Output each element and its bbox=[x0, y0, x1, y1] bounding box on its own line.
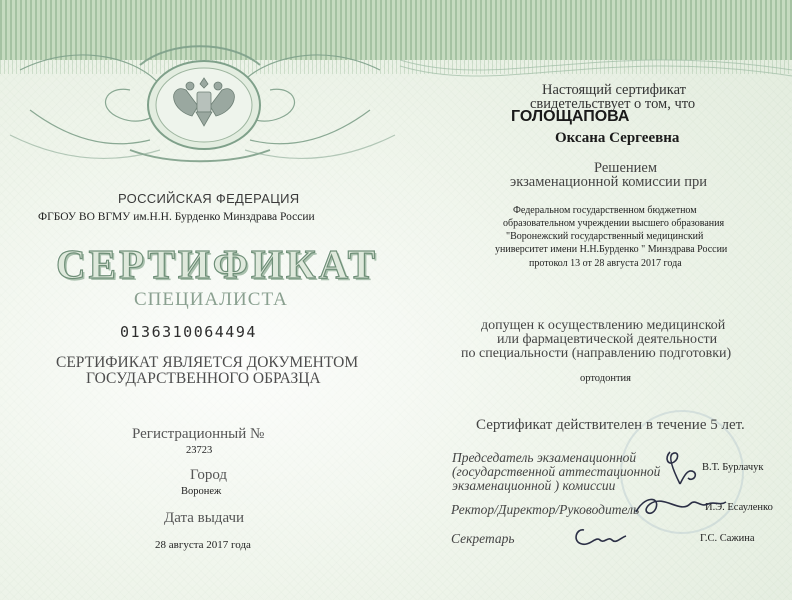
city-value: Воронеж bbox=[181, 486, 222, 497]
state-document-line1: СЕРТИФИКАТ ЯВЛЯЕТСЯ ДОКУМЕНТОМ bbox=[56, 354, 359, 371]
institution-name: ФГБОУ ВО ВГМУ им.Н.Н. Бурденко Минздрава России bbox=[38, 211, 315, 223]
reg-number-label: Регистрационный № bbox=[132, 426, 265, 442]
holder-name: Оксана Сергеевна bbox=[555, 130, 680, 146]
admission-line3: по специальности (направлению подготовки) bbox=[461, 346, 732, 361]
chair-signature bbox=[660, 448, 704, 490]
state-document-line2: ГОСУДАРСТВЕННОГО ОБРАЗЦА bbox=[86, 370, 321, 387]
org-line2: образовательном учреждении высшего образования bbox=[503, 218, 725, 229]
issue-date-label: Дата выдачи bbox=[164, 510, 245, 526]
issue-date-value: 28 августа 2017 года bbox=[155, 539, 251, 551]
intro-line1: Настоящий сертификат bbox=[542, 82, 687, 98]
org-line4: университет имени Н.Н.Бурденко " Минздрава России bbox=[495, 244, 728, 255]
decision-line2: экзаменационной комиссии при bbox=[510, 174, 707, 190]
decision-line1: Решением bbox=[594, 160, 658, 176]
secretary-title: Секретарь bbox=[451, 531, 515, 546]
certificate-number: 0136310064494 bbox=[120, 323, 257, 341]
country-name: РОССИЙСКАЯ ФЕДЕРАЦИЯ bbox=[118, 191, 300, 206]
admission-line1: допущен к осуществлению медицинской bbox=[481, 318, 726, 333]
rector-title: Ректор/Директор/Руководитель bbox=[451, 502, 640, 517]
org-line3: "Воронежский государственный медицинский bbox=[506, 231, 704, 242]
chair-name: В.Т. Бурлачук bbox=[702, 462, 764, 473]
reg-number-value: 23723 bbox=[186, 445, 213, 456]
rector-signature bbox=[630, 492, 730, 522]
protocol-line: протокол 13 от 28 августа 2017 года bbox=[529, 258, 682, 269]
rector-name: И.Э. Есауленко bbox=[705, 502, 773, 513]
intro-line2: свидетельствует о том, что bbox=[530, 96, 696, 112]
secretary-name: Г.С. Сажина bbox=[700, 533, 755, 544]
chair-title-line3: экзаменационной ) комиссии bbox=[452, 478, 616, 493]
city-label: Город bbox=[190, 467, 228, 483]
specialty-value: ортодонтия bbox=[580, 373, 632, 384]
holder-surname: ГОЛОЩАПОВА bbox=[511, 108, 630, 125]
admission-line2: или фармацевтической деятельности bbox=[497, 332, 718, 347]
secretary-signature bbox=[570, 522, 634, 554]
certificate-title: СЕРТИФИКАТ bbox=[56, 241, 378, 287]
chair-title-line1: Председатель экзаменационной bbox=[452, 450, 637, 465]
certificate-subtitle: СПЕЦИАЛИСТА bbox=[134, 289, 288, 310]
chair-title-line2: (государственной аттестационной bbox=[452, 464, 661, 479]
validity-statement: Сертификат действителен в течение 5 лет. bbox=[476, 417, 745, 433]
org-line1: Федеральном государственном бюджетном bbox=[513, 205, 697, 216]
